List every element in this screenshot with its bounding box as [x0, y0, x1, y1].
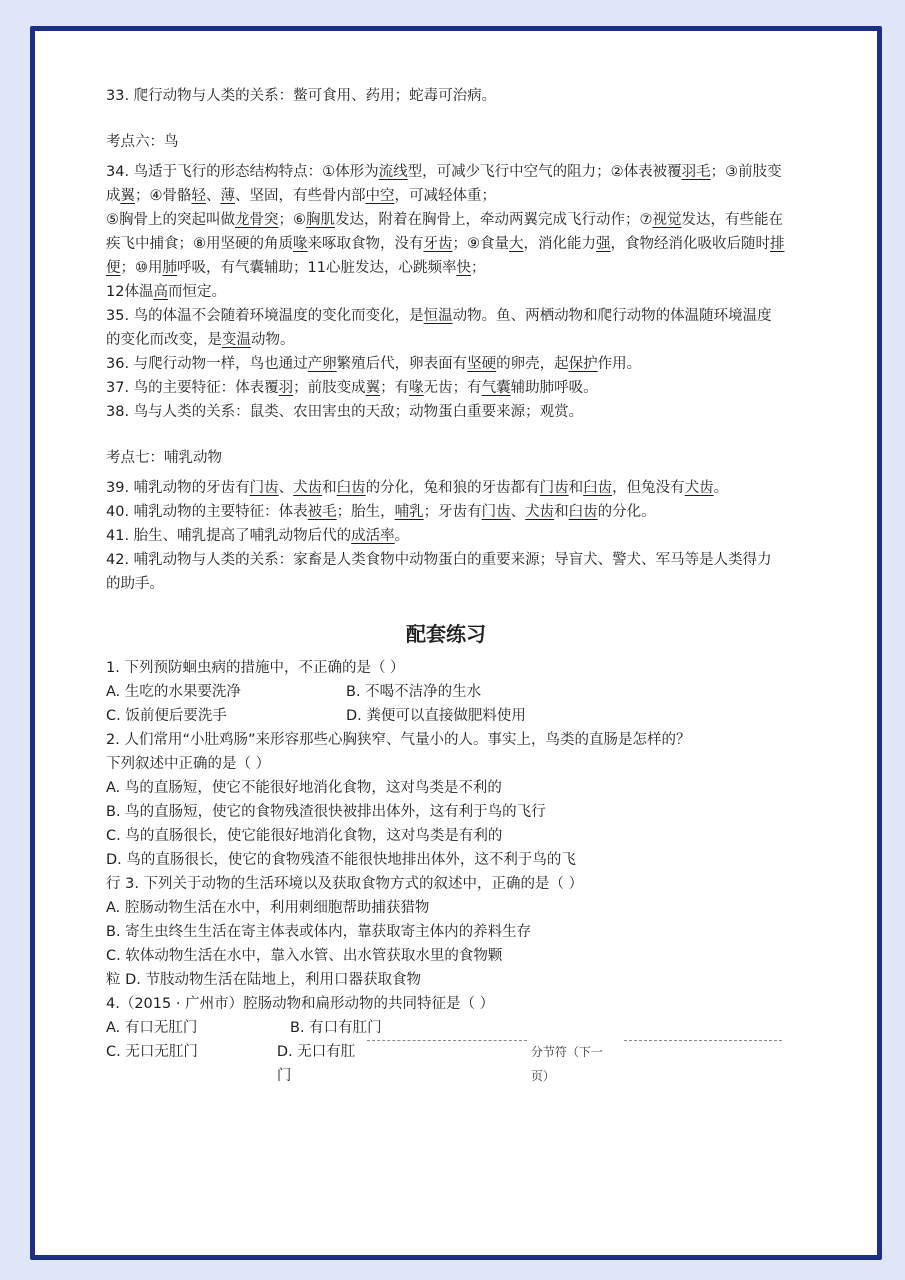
section-break-line [367, 1040, 527, 1041]
point-42: 42. 哺乳动物与人类的关系：家畜是人类食物中动物蛋白的重要来源；导盲犬、警犬、军马等是人类得力的助手。 [106, 552, 772, 592]
point-36: 36. 与爬行动物一样，鸟也通过产卵繁殖后代，卵表面有坚硬的卵壳，起保护作用。 [106, 356, 642, 372]
question-4-options-row-2 [106, 1040, 786, 1088]
option-a: A. 有口无肛门 [106, 1020, 198, 1036]
option-d: 粒 D. 节肢动物生活在陆地上，利用口器获取食物 [106, 972, 421, 988]
question-1-options-row-1 [106, 680, 786, 704]
option-b: B. 寄生虫终生生活在寄主体表或体内，靠获取寄主体内的养料生存 [106, 924, 532, 940]
document-body [106, 84, 786, 1088]
option-d: D. 粪便可以直接做肥料使用 [346, 708, 526, 724]
question-1-stem: 1. 下列预防蛔虫病的措施中，不正确的是（ ） [106, 660, 405, 676]
option-c: C. 鸟的直肠很长，使它能很好地消化食物，这对鸟类是有利的 [106, 828, 503, 844]
section-break-line-tail [624, 1040, 782, 1041]
question-2-stem-cont: 下列叙述中正确的是（ ） [106, 756, 271, 772]
point-35: 35. 鸟的体温不会随着环境温度的变化而变化，是恒温动物。鱼、两栖动物和爬行动物的体温随环境温度的变化而改变，是变温动物。 [106, 308, 772, 348]
option-c: C. 软体动物生活在水中，靠入水管、出水管获取水里的食物颗 [106, 948, 503, 964]
question-4-stem: 4.（2015 · 广州市）腔肠动物和扁形动物的共同特征是（ ） [106, 996, 495, 1012]
option-d: D. 鸟的直肠很长，使它的食物残渣不能很快地排出体外，这不利于鸟的飞 [106, 852, 576, 868]
option-b: B. 鸟的直肠短，使它的食物残渣很快被排出体外，这有利于鸟的飞行 [106, 804, 546, 820]
point-40: 40. 哺乳动物的主要特征：体表被毛；胎生，哺乳；牙齿有门齿、犬齿和臼齿的分化。 [106, 504, 656, 520]
point-33: 33. 爬行动物与人类的关系：鳖可食用、药用；蛇毒可治病。 [106, 88, 497, 104]
section-heading-birds: 考点六：鸟 [106, 134, 179, 150]
option-d: D. 无口有肛门 [276, 1044, 356, 1084]
option-a: A. 腔肠动物生活在水中，利用刺细胞帮助捕获猎物 [106, 900, 430, 916]
option-c: C. 饭前便后要洗手 [106, 708, 227, 724]
question-3-stem: 行 3. 下列关于动物的生活环境以及获取食物方式的叙述中，正确的是（ ） [106, 876, 584, 892]
point-41: 41. 胎生、哺乳提高了哺乳动物后代的成活率。 [106, 528, 410, 544]
question-1-options-row-2 [106, 704, 786, 728]
option-a: A. 鸟的直肠短，使它不能很好地消化食物，这对鸟类是不利的 [106, 780, 502, 796]
point-38: 38. 鸟与人类的关系：鼠类、农田害虫的天敌；动物蛋白重要来源；观赏。 [106, 404, 584, 420]
section-break-label: 分节符（下一页） [530, 1045, 603, 1083]
point-39: 39. 哺乳动物的牙齿有门齿、犬齿和臼齿的分化，兔和狼的牙齿都有门齿和臼齿，但兔没有犬齿。 [106, 480, 729, 496]
option-b: B. 不喝不洁净的生水 [346, 684, 482, 700]
point-34: 34. 鸟适于飞行的形态结构特点：①体形为流线型，可减少飞行中空气的阻力；②体表被覆羽毛；③前肢变成翼；④骨骼轻、薄、坚固，有些骨内部中空，可减轻体重； ⑤胸骨上的突起叫做龙骨突；⑥胸肌发达，附着在胸骨上，牵动两翼完成飞行动作；⑦视觉发达，有些能在疾飞中捕食；⑧用坚硬的角质喙来啄取食物，没有牙齿；⑨食量大，消化能力强，食物经消化吸收后随时排便；⑩用肺呼吸，有气囊辅助；11心脏发达，心跳频率快； 12体温高而恒定。 [106, 164, 785, 300]
practice-title: 配套练习 [406, 622, 486, 646]
question-2-stem: 2. 人们常用“小肚鸡肠”来形容那些心胸狭窄、气量小的人。事实上，鸟类的直肠是怎样的？ [106, 732, 691, 748]
option-b: B. 有口有肛门 [290, 1020, 382, 1036]
option-c: C. 无口无肛门 [106, 1044, 198, 1060]
option-a: A. 生吃的水果要洗净 [106, 684, 241, 700]
question-4-options-row-1 [106, 1016, 786, 1040]
section-heading-mammals: 考点七：哺乳动物 [106, 450, 222, 466]
point-37: 37. 鸟的主要特征：体表覆羽；前肢变成翼；有喙无齿；有气囊辅助肺呼吸。 [106, 380, 598, 396]
